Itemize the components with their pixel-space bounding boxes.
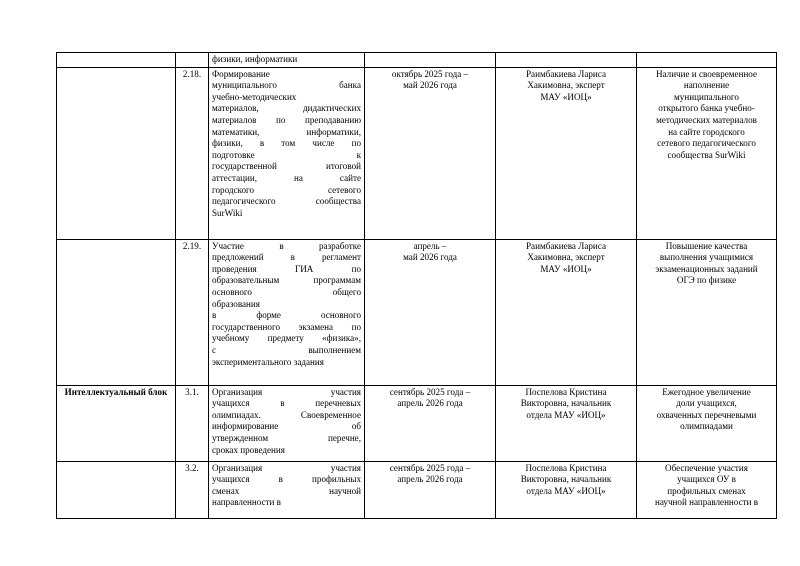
cell-expected-result bbox=[637, 239, 777, 385]
cell-timeframe bbox=[365, 67, 496, 239]
text-line: Участие в разработке bbox=[212, 240, 361, 251]
text-line: Хакимовна, эксперт bbox=[527, 252, 605, 263]
text-line: Хакимовна, эксперт bbox=[527, 80, 605, 91]
text-line: сентябрь 2025 года – bbox=[389, 386, 471, 397]
cell-responsible-person bbox=[496, 239, 637, 385]
table-row bbox=[57, 239, 777, 385]
text-line: сменах научной bbox=[212, 485, 361, 496]
text-line: физики, в том числе по bbox=[212, 138, 361, 149]
text-line: Повышение качества bbox=[665, 240, 748, 251]
text-line: Обеспечение участия bbox=[665, 462, 748, 473]
text-line: образовательным программам bbox=[212, 275, 361, 286]
text-line: физики, информатики bbox=[212, 54, 298, 64]
text-line: МАУ «ИОЦ» bbox=[540, 263, 592, 274]
text-line: направленности в bbox=[212, 497, 281, 508]
text-line: апрель 2026 года bbox=[397, 398, 463, 409]
text-line: Поспелова Кристина bbox=[525, 462, 607, 473]
text-line: проведения ГИА по bbox=[212, 263, 361, 274]
cell-activity-description bbox=[209, 67, 365, 239]
text-line: учащихся в перечневых bbox=[212, 398, 361, 409]
cell-expected-result bbox=[637, 385, 777, 461]
cell-timeframe bbox=[365, 53, 496, 68]
cell-expected-result bbox=[637, 461, 777, 518]
text-line: МАУ «ИОЦ» bbox=[540, 91, 592, 102]
cell-item-number: 2.19. bbox=[176, 239, 209, 385]
cell-activity-description bbox=[209, 53, 365, 68]
text-line: методических материалов bbox=[656, 114, 757, 125]
text-line: предложений в регламент bbox=[212, 252, 361, 263]
text-line: май 2026 года bbox=[403, 252, 457, 263]
text-line: апрель – bbox=[413, 240, 447, 251]
text-line: апрель 2026 года bbox=[397, 474, 463, 485]
cell-expected-result bbox=[637, 67, 777, 239]
cell-timeframe bbox=[365, 461, 496, 518]
text-line: Формирование bbox=[212, 68, 270, 79]
text-line: с выполнением bbox=[212, 344, 361, 355]
text-line: сроках проведения bbox=[212, 444, 285, 455]
cell-block-name bbox=[57, 239, 176, 385]
text-line: муниципального банка bbox=[212, 80, 361, 91]
text-line: Наличие и своевременное bbox=[655, 68, 758, 79]
text-line: учебному предмету «физика», bbox=[212, 333, 361, 344]
table-row bbox=[57, 53, 777, 68]
text-line: на сайте городского bbox=[668, 126, 745, 137]
text-line: основного общего bbox=[212, 286, 361, 297]
cell-timeframe bbox=[365, 385, 496, 461]
text-line: май 2026 года bbox=[403, 80, 457, 91]
cell-responsible-person bbox=[496, 461, 637, 518]
text-line: городского сетевого bbox=[212, 184, 361, 195]
text-line: учебно-методических bbox=[212, 91, 297, 102]
cell-activity-description bbox=[209, 239, 365, 385]
text-line: сообщества SurWiki bbox=[667, 149, 746, 160]
text-line: Раимбакиева Лариса bbox=[526, 68, 606, 79]
cell-block-name bbox=[57, 53, 176, 68]
text-line: сентябрь 2025 года – bbox=[389, 462, 471, 473]
text-line: Ежегодное увеличение bbox=[662, 386, 751, 397]
table-row bbox=[57, 461, 777, 518]
cell-item-number: 3.1. bbox=[176, 385, 209, 461]
table-row bbox=[57, 385, 777, 461]
text-line: сетевого педагогического bbox=[657, 138, 756, 149]
text-line: олимпиадами bbox=[680, 421, 733, 432]
text-line: муниципального bbox=[674, 91, 739, 102]
text-line: в форме основного bbox=[212, 310, 361, 321]
text-line: педагогического сообщества bbox=[212, 196, 361, 207]
cell-item-number: 3.2. bbox=[176, 461, 209, 518]
text-line: профильных сменах bbox=[667, 485, 746, 496]
text-line: Викторовна, начальник bbox=[520, 398, 612, 409]
cell-block-name: Интеллектуальный блок bbox=[57, 385, 176, 461]
table-body bbox=[57, 53, 777, 519]
text-line: научной направленности в bbox=[654, 497, 759, 508]
cell-timeframe bbox=[365, 239, 496, 385]
text-line: олимпиадах. Своевременное bbox=[212, 409, 361, 420]
text-line: учащихся ОУ в bbox=[677, 474, 736, 485]
text-line: отдела МАУ «ИОЦ» bbox=[526, 409, 606, 420]
text-line: материалов по преподаванию bbox=[212, 114, 361, 125]
text-line: наполнение bbox=[683, 80, 730, 91]
text-line: государственного экзамена по bbox=[212, 321, 361, 332]
cell-item-number bbox=[176, 53, 209, 68]
text-line: образования bbox=[212, 298, 260, 309]
text-line: Организация участия bbox=[212, 386, 361, 397]
text-line: государственной итоговой bbox=[212, 161, 361, 172]
text-line: экспериментального задания bbox=[212, 356, 324, 367]
text-line: охваченных перечневыми bbox=[656, 409, 757, 420]
cell-activity-description bbox=[209, 385, 365, 461]
text-line: учащихся в профильных bbox=[212, 474, 361, 485]
text-line: информирование об bbox=[212, 421, 361, 432]
text-line: отдела МАУ «ИОЦ» bbox=[526, 485, 606, 496]
text-line: аттестации, на сайте bbox=[212, 172, 361, 183]
text-line: экзаменационных заданий bbox=[655, 263, 758, 274]
cell-expected-result bbox=[637, 53, 777, 68]
text-line: октябрь 2025 года – bbox=[391, 68, 469, 79]
cell-block-name bbox=[57, 67, 176, 239]
cell-responsible-person bbox=[496, 53, 637, 68]
text-line: SurWiki bbox=[212, 207, 243, 218]
text-line: выполнения учащимися bbox=[659, 252, 754, 263]
text-line: утвержденном перечне, bbox=[212, 432, 361, 443]
text-line: материалов, дидактических bbox=[212, 103, 361, 114]
cell-block-name bbox=[57, 461, 176, 518]
text-line: Раимбакиева Лариса bbox=[526, 240, 606, 251]
text-line: Поспелова Кристина bbox=[525, 386, 607, 397]
text-line: математики, информатики, bbox=[212, 126, 361, 137]
cell-item-number: 2.18. bbox=[176, 67, 209, 239]
cell-responsible-person bbox=[496, 67, 637, 239]
text-line: Викторовна, начальник bbox=[520, 474, 612, 485]
text-line: открытого банка учебно- bbox=[658, 103, 755, 114]
table-row bbox=[57, 67, 777, 239]
activity-plan-table bbox=[56, 52, 777, 519]
text-line: подготовке к bbox=[212, 149, 361, 160]
text-line: доли учащихся, bbox=[676, 398, 737, 409]
text-line: Организация участия bbox=[212, 462, 361, 473]
cell-activity-description bbox=[209, 461, 365, 518]
text-line: ОГЭ по физике bbox=[676, 275, 737, 286]
cell-responsible-person bbox=[496, 385, 637, 461]
